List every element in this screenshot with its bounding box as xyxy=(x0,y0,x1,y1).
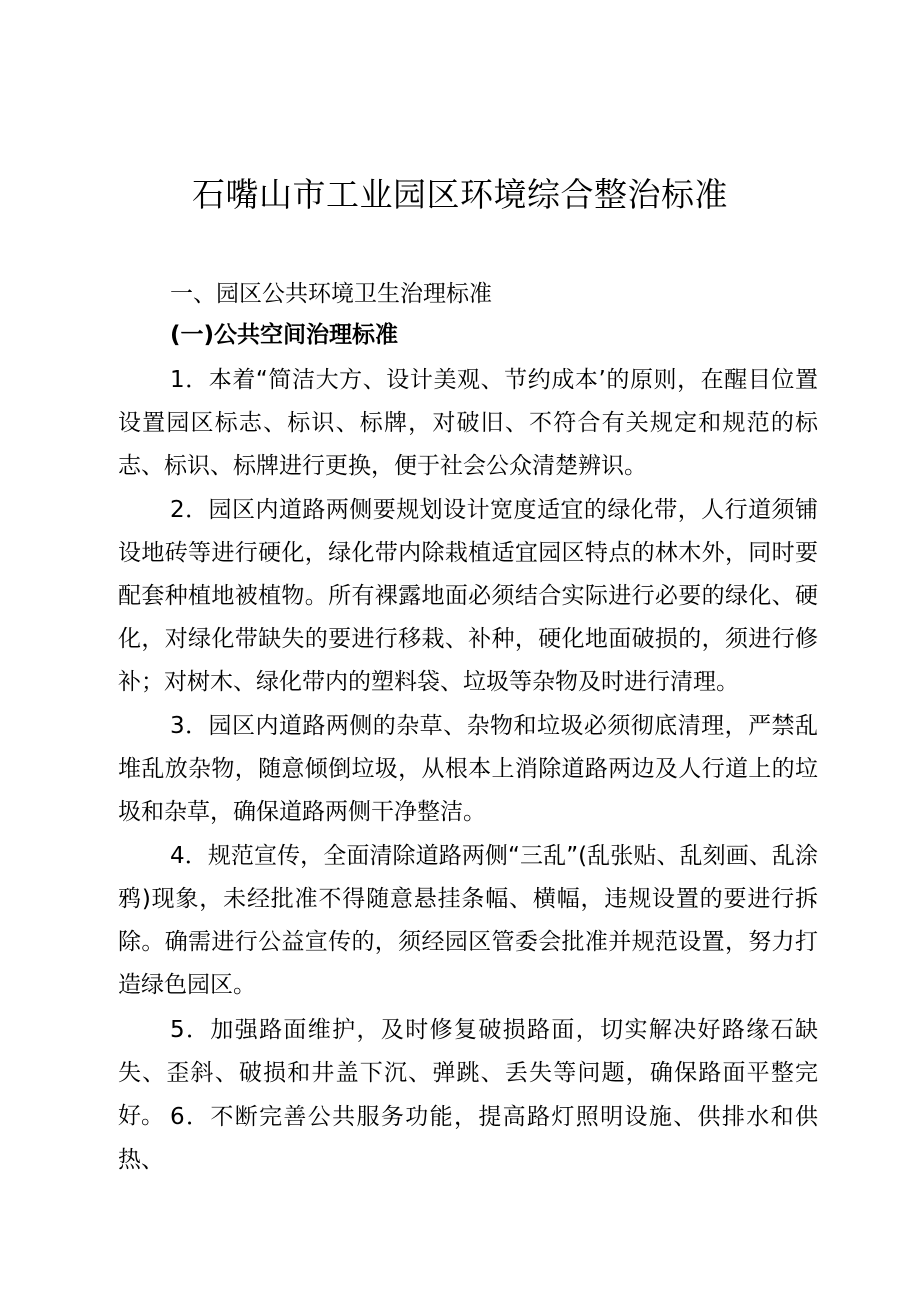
paragraph-5: 5．加强路面维护，及时修复破损路面，切实解决好路缘石缺失、歪斜、破损和井盖下沉、弹跳、丢失等问题，确保路面平整完好。 xyxy=(118,1017,818,1129)
paragraph-2: 2．园区内道路两侧要规划设计宽度适宜的绿化带，人行道须铺设地砖等进行硬化，绿化带内除栽植适宜园区特点的林木外，同时要配套种植地被植物。所有裸露地面必须结合实际进行必要的绿化、硬化，对绿化带缺失的要进行移栽、补种，硬化地面破损的，须进行修补；对树木、绿化带内的塑料袋、垃圾等杂物及时进行清理。 xyxy=(118,497,818,695)
section-heading: 一、园区公共环境卫生治理标准 xyxy=(170,281,492,307)
paragraph-3: 3．园区内道路两侧的杂草、杂物和垃圾必须彻底清理，严禁乱堆乱放杂物，随意倾倒垃圾，从根本上消除道路两边及人行道上的垃圾和杂草，确保道路两侧干净整洁。 xyxy=(118,713,818,825)
subsection-heading: (一)公共空间治理标准 xyxy=(170,322,399,348)
paragraph-6: 6．不断完善公共服务功能，提高路灯照明设施、供排水和供热、 xyxy=(118,1104,818,1173)
document-title: 石嘴山市工业园区环境综合整治标准 xyxy=(192,175,728,214)
paragraph-1: 1．本着“简洁大方、设计美观、节约成本’的原则，在醒目位置设置园区标志、标识、标牌，对破旧、不符合有关规定和规范的标志、标识、标牌进行更换，便于社会公众清楚辨识。 xyxy=(118,367,818,479)
paragraph-4: 4．规范宣传，全面清除道路两侧“三乱”(乱张贴、乱刻画、乱涂鸦)现象，未经批准不得随意悬挂条幅、横幅，违规设置的要进行拆除。确需进行公益宣传的，须经园区管委会批准并规范设置，努力打造绿色园区。 xyxy=(118,843,818,998)
